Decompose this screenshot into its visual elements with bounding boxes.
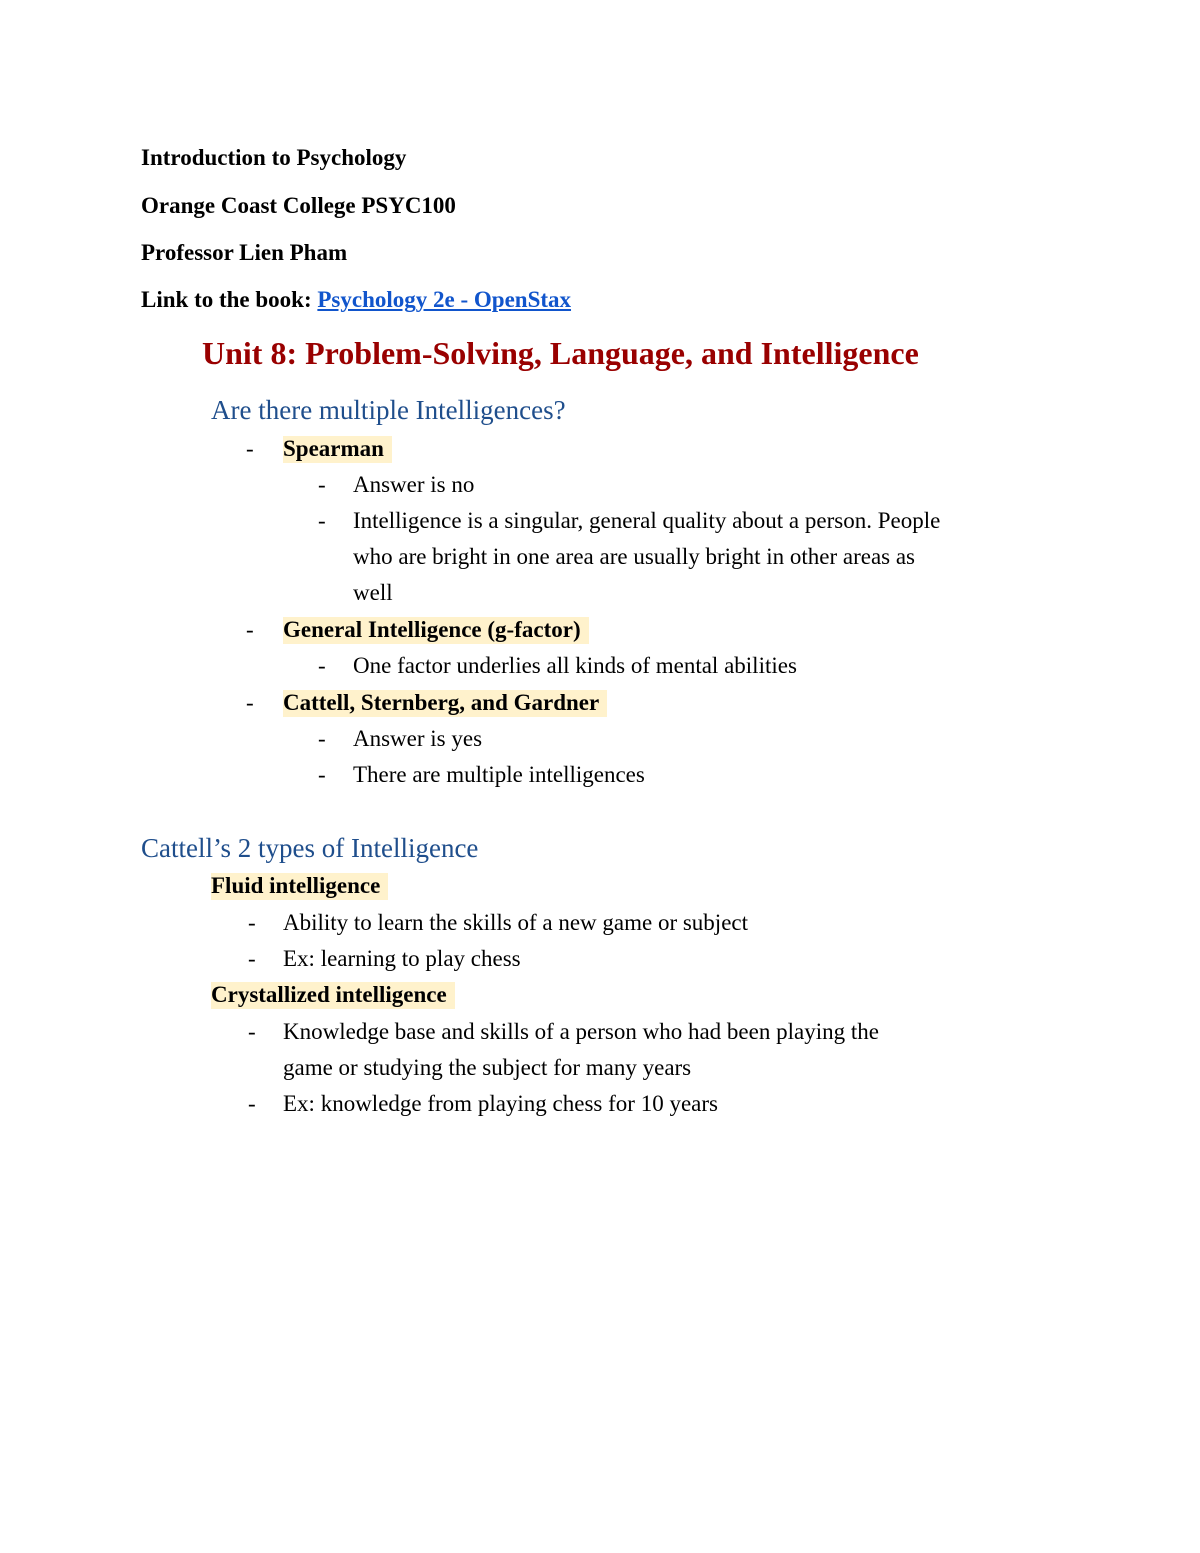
list-item-continued: who are bright in one area are usually bright in other areas as: [353, 544, 916, 569]
crystallized-intelligence-highlight: Crystallized intelligence: [211, 982, 455, 1009]
list-item: Intelligence is a singular, general quality about a person. People: [353, 508, 941, 533]
section-heading-cattell-types: Cattell’s 2 types of Intelligence: [141, 833, 479, 863]
list-item: Ability to learn the skills of a new game or subject: [283, 910, 748, 935]
fluid-intelligence-highlight: Fluid intelligence: [211, 873, 388, 900]
bullet-dash: -: [248, 1019, 256, 1044]
crystallized-intelligence-label: [211, 980, 455, 1010]
book-link-line: [141, 286, 571, 314]
college-line: Orange Coast College PSYC100: [141, 193, 456, 218]
bullet-dash: -: [248, 946, 256, 971]
bullet-dash: -: [248, 1091, 256, 1116]
bullet-dash: -: [318, 653, 326, 678]
cattell-sternberg-gardner-label: [283, 688, 607, 718]
bullet-dash: -: [318, 472, 326, 497]
fluid-intelligence-label: [211, 871, 388, 901]
spearman-label: [283, 434, 392, 464]
unit-title: Unit 8: Problem-Solving, Language, and Intelligence: [202, 335, 919, 371]
book-link-label: Link to the book:: [141, 287, 318, 312]
list-item-continued: well: [353, 580, 393, 605]
book-link[interactable]: Psychology 2e - OpenStax: [317, 287, 572, 312]
list-item: Answer is no: [353, 472, 475, 497]
list-item: One factor underlies all kinds of mental abilities: [353, 653, 797, 678]
list-item: Answer is yes: [353, 726, 483, 751]
bullet-dash: -: [318, 762, 326, 787]
list-item: Ex: knowledge from playing chess for 10 years: [283, 1091, 718, 1116]
list-item-continued: game or studying the subject for many years: [283, 1055, 692, 1080]
course-title: Introduction to Psychology: [141, 145, 407, 170]
list-item: Knowledge base and skills of a person who had been playing the: [283, 1019, 879, 1044]
cattell-sternberg-gardner-highlight: Cattell, Sternberg, and Gardner: [283, 690, 607, 717]
bullet-dash: -: [248, 910, 256, 935]
bullet-dash: -: [246, 617, 254, 642]
g-factor-highlight: General Intelligence (g-factor): [283, 617, 589, 644]
spearman-highlight: Spearman: [283, 436, 392, 463]
g-factor-label: [283, 615, 589, 645]
bullet-dash: -: [318, 726, 326, 751]
professor-line: Professor Lien Pham: [141, 240, 348, 265]
list-item: Ex: learning to play chess: [283, 946, 521, 971]
bullet-dash: -: [246, 436, 254, 461]
section-heading-multiple-intelligences: Are there multiple Intelligences?: [211, 395, 566, 425]
bullet-dash: -: [246, 690, 254, 715]
bullet-dash: -: [318, 508, 326, 533]
list-item: There are multiple intelligences: [353, 762, 645, 787]
